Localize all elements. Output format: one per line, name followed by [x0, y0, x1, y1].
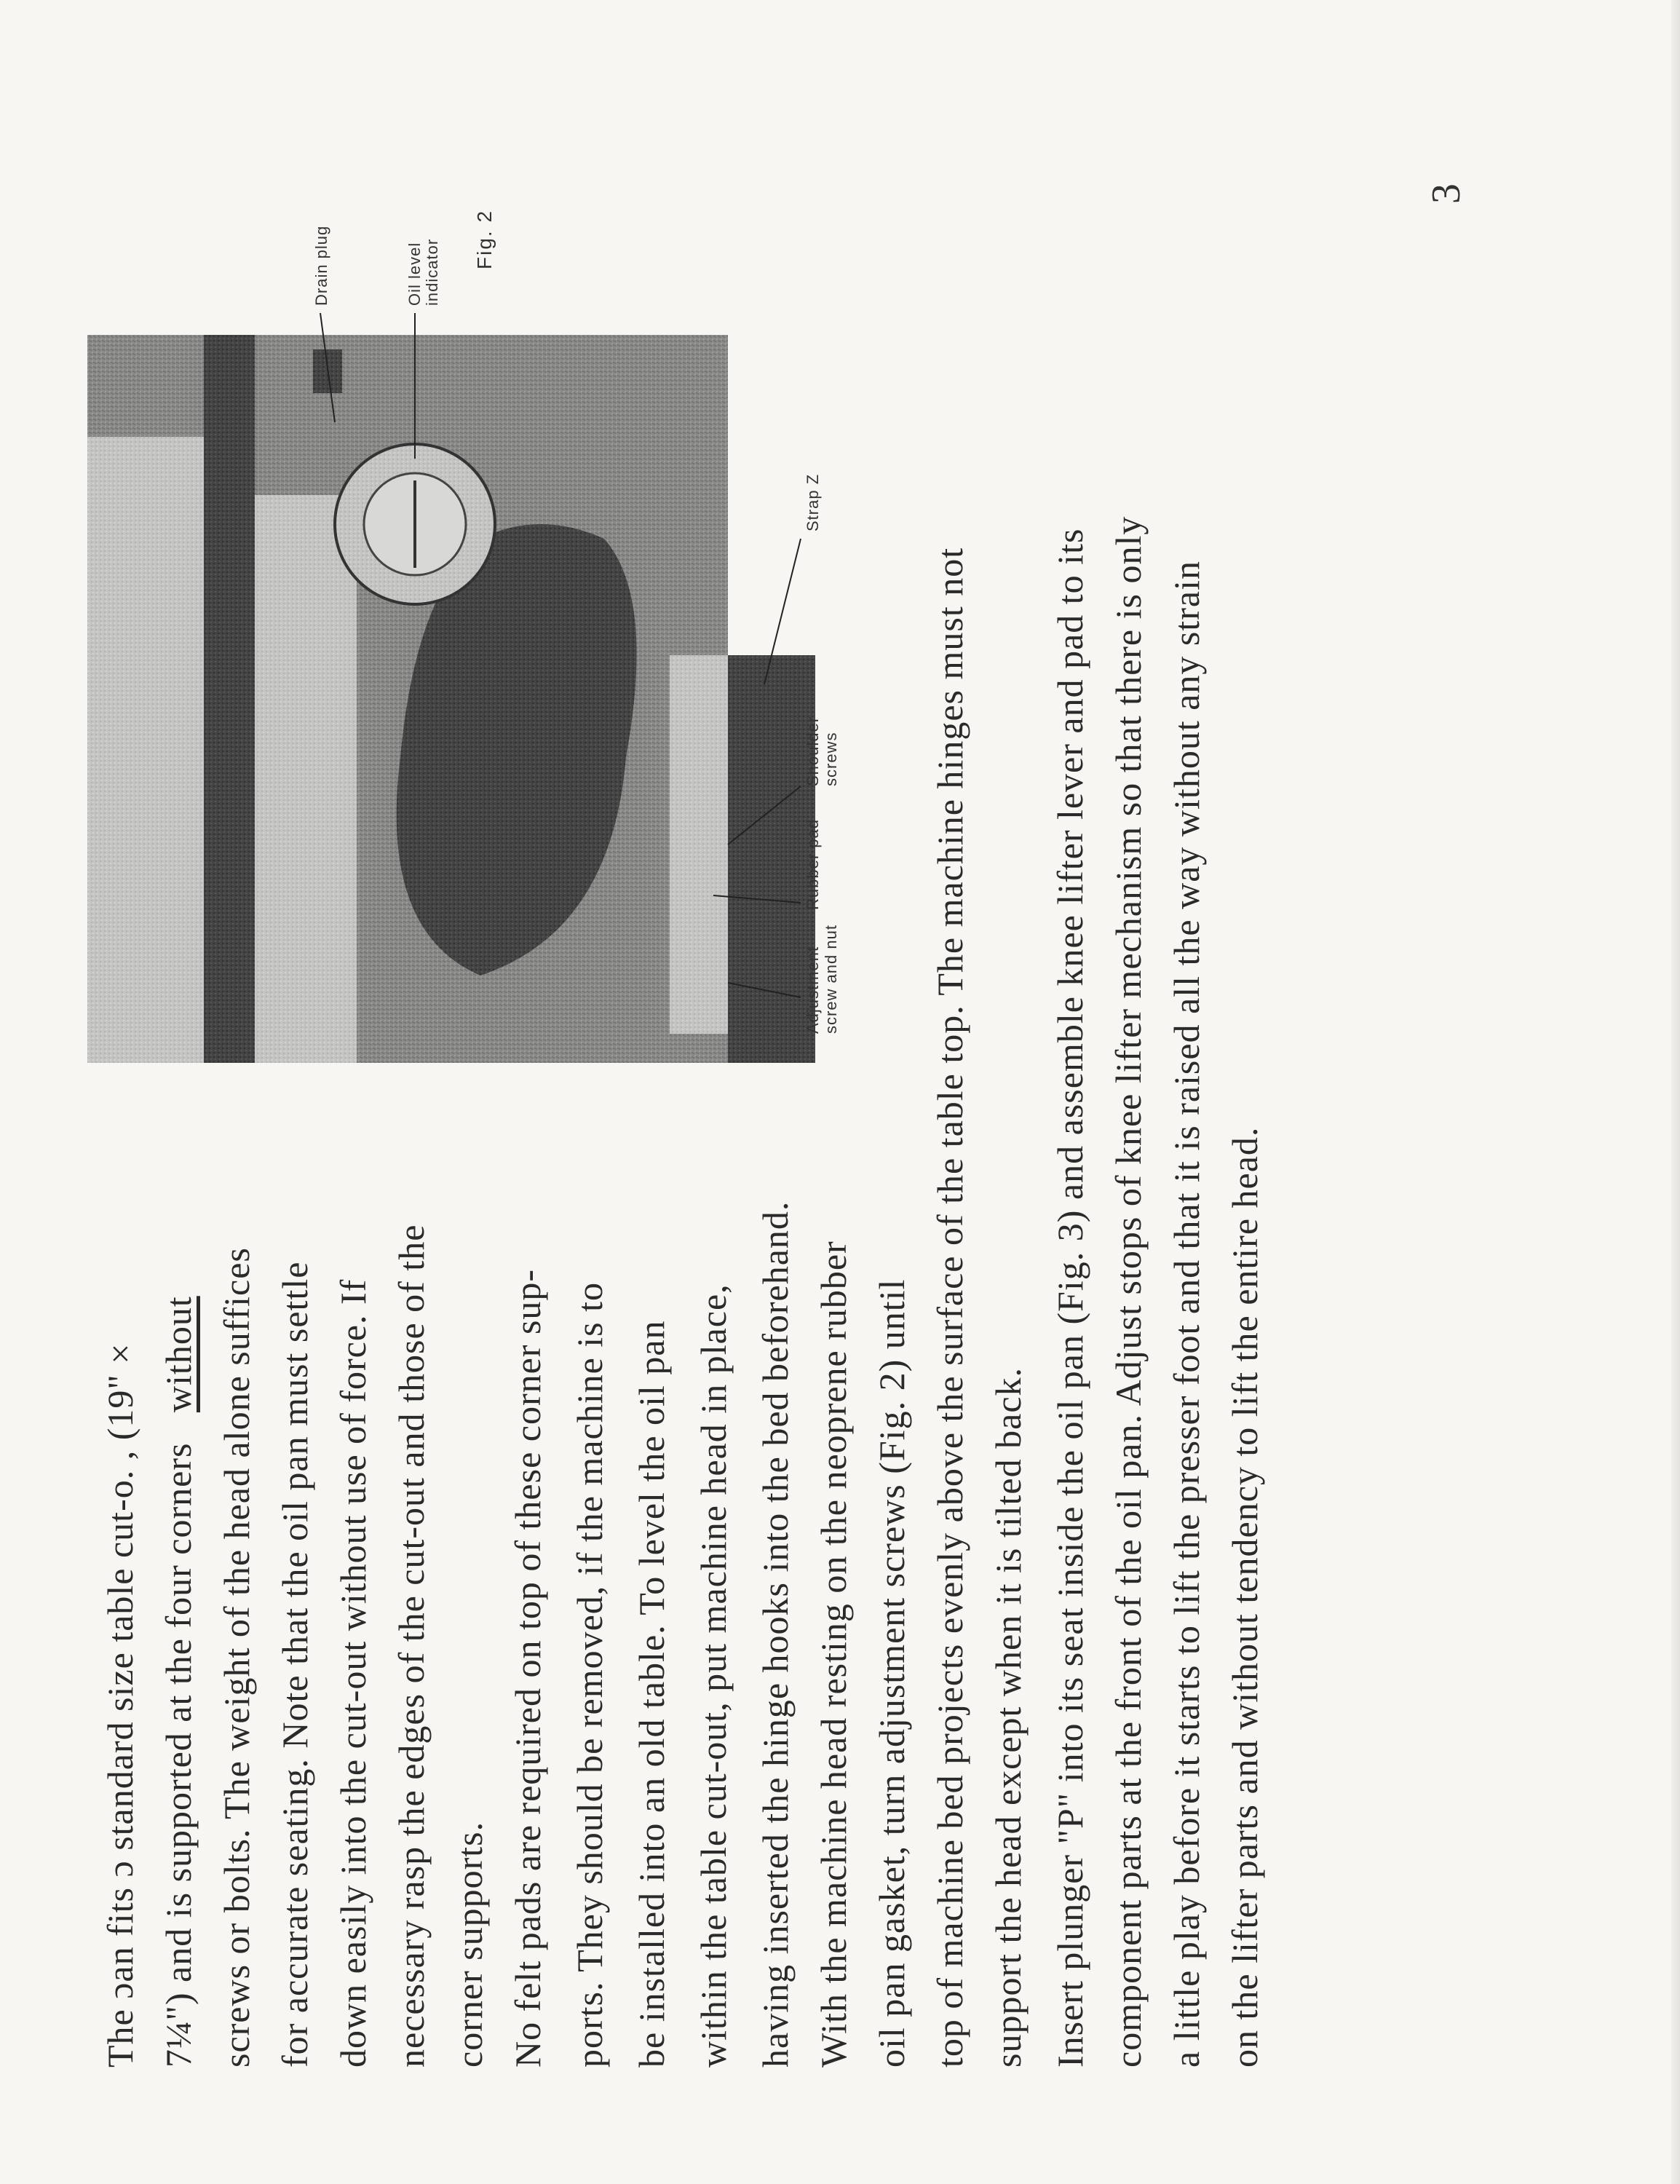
text-line [160, 1296, 197, 2068]
label-shoulder-2: screws [822, 732, 840, 786]
text-line: Insert plunger "P" into its seat inside the oil pan (Fig. 3) and assemble knee lifter lever and pad to its [1050, 528, 1090, 2068]
text-line: ports. They should be removed, if the machine is to [569, 1281, 610, 2068]
text-line: With the machine head resting on the neoprene rubber [813, 1241, 854, 2068]
figure-caption: Fig. 2 [473, 209, 496, 269]
pan-shadow [204, 335, 255, 1063]
text-line: top of machine bed projects evenly above the surface of the table top. The machine hinges must not [930, 547, 970, 2068]
label-adjust-1: Adjustment [804, 946, 822, 1034]
label-adjust-2: screw and nut [822, 925, 840, 1034]
text-line: for accurate seating. Note that the oil pan must settle [274, 1261, 315, 2068]
figure-oil-pan [73, 167, 873, 1063]
text-line: component parts at the front of the oil pan. Adjust stops of knee lifter mechanism so that there is only [1108, 515, 1149, 2068]
label-drain: Drain plug [312, 225, 330, 306]
label-oil-2: indicator [423, 238, 441, 306]
text-line-part: 7¼") and is supported at the four corners [158, 1442, 199, 2068]
text-line: support the head except when it is tilted back. [988, 1366, 1029, 2068]
text-line: within the table cut-out, put machine head in place, [693, 1283, 734, 2068]
text-line: be installed into an old table. To level the oil pan [631, 1320, 672, 2068]
text-line: The ɔan fits ɔ standard size table cut-o. , (19" × [100, 1342, 140, 2068]
scan-edge-shadow [1671, 0, 1680, 2184]
page-number: 3 [1424, 183, 1469, 204]
text-line: No felt pads are required on top of these corner sup- [507, 1268, 548, 2068]
text-line: a little play before it starts to lift the presser foot and that it is raised all the way without any strain [1166, 561, 1207, 2068]
text-line: oil pan gasket, turn adjustment screws (Fig. 2) until [871, 1278, 912, 2068]
text-line: corner supports. [449, 1821, 490, 2068]
bracket [670, 655, 728, 1034]
label-oil-1: Oil level [405, 242, 424, 306]
label-shoulder-1: Shoulder [804, 716, 822, 786]
text-line: screws or bolts. The weight of the head alone suffices [216, 1247, 257, 2068]
text-line: having inserted the hinge hooks into the bed beforehand. [755, 1200, 796, 2068]
underlined-word: without [158, 1296, 199, 1413]
pan-ledge [255, 495, 357, 1063]
rotated-content [73, 160, 1469, 2082]
label-strap: Strap Z [804, 473, 822, 531]
oil-pan-photo [73, 167, 873, 1063]
label-rubber: Rubber pad [804, 819, 822, 910]
text-line: on the lifter parts and without tendency to lift the entire head. [1224, 1126, 1265, 2068]
strap-bracket [728, 655, 815, 1063]
text-line: necessary rasp the edges of the cut-out and those of the [391, 1224, 432, 2068]
text-line: down easily into the cut-out without use of force. If [333, 1278, 373, 2068]
